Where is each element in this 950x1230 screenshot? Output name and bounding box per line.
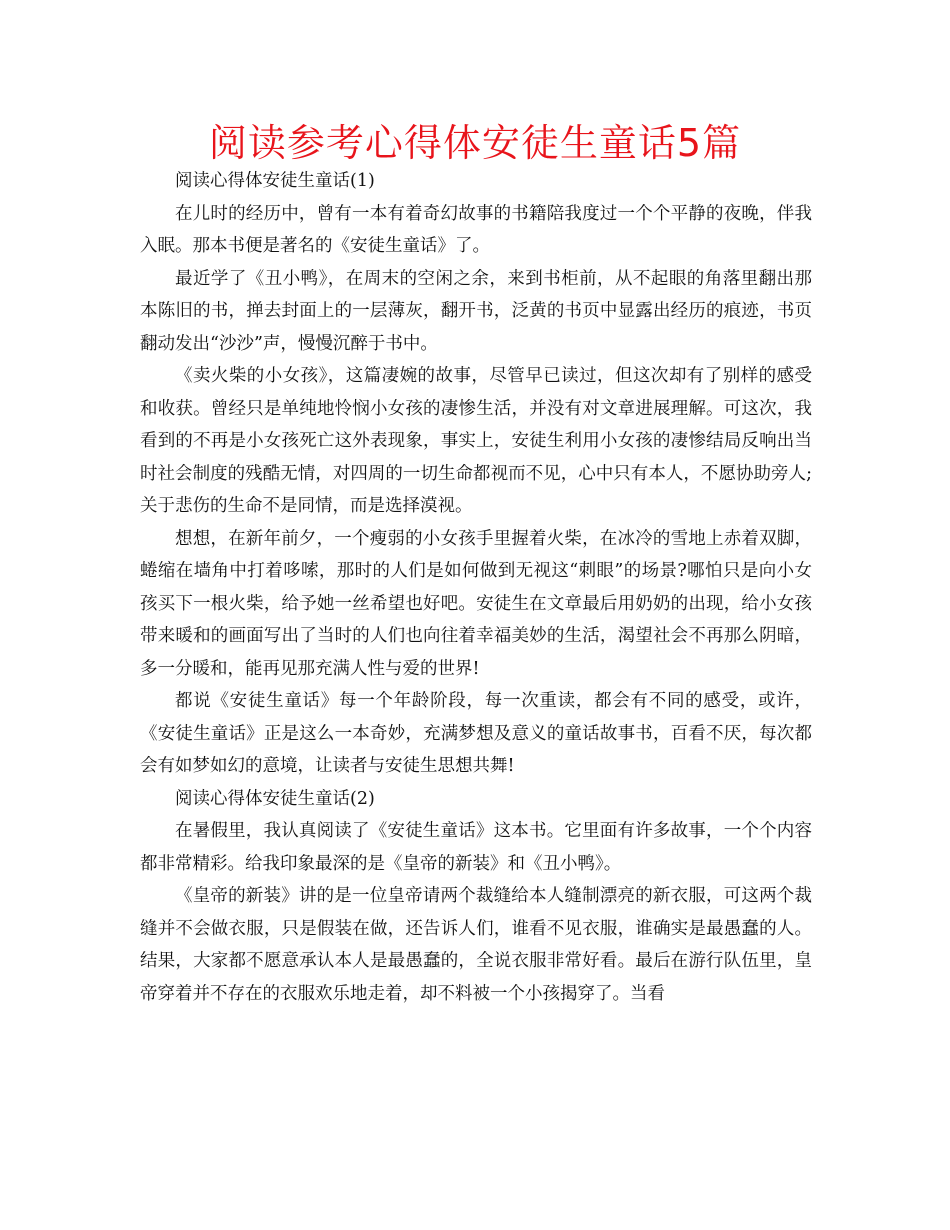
paragraph: 《卖火柴的小女孩》，这篇凄婉的故事，尽管早已读过，但这次却有了别样的感受和收获。曾经只是单纯地怜悯小女孩的凄惨生活，并没有对文章进展理解。可这次，我看到的不再是小女孩死亡这外表现象，事实上，安徒生利用小女孩的凄惨结局反响出当时社会制度的残酷无情，对四周的一切生命都视而不见，心中只有本人，不愿协助旁人;关于悲伤的生命不是同情，而是选择漠视。 [140,366,812,516]
paragraph: 《皇帝的新装》讲的是一位皇帝请两个裁缝给本人缝制漂亮的新衣服，可这两个裁缝并不会做衣服，只是假装在做，还告诉人们，谁看不见衣服，谁确实是最愚蠢的人。结果，大家都不愿意承认本人是最愚蠢的，全说衣服非常好看。最后在游行队伍里，皇帝穿着并不存在的衣服欢乐地走着，却不料被一个小孩揭穿了。当看 [140,886,812,1004]
paragraph: 最近学了《丑小鸭》，在周末的空闲之余，来到书柜前，从不起眼的角落里翻出那本陈旧的书，掸去封面上的一层薄灰，翻开书，泛黄的书页中显露出经历的痕迹，书页翻动发出“沙沙”声，慢慢沉醉于书中。 [140,268,812,354]
section-heading: 阅读心得体安徒生童话(1) [175,171,375,191]
paragraph: 都说《安徒生童话》每一个年龄阶段，每一次重读，都会有不同的感受，或许，《安徒生童话》正是这么一本奇妙，充满梦想及意义的童话故事书，百看不厌，每次都会有如梦如幻的意境，让读者与安徒生思想共舞! [140,691,812,776]
section-heading: 阅读心得体安徒生童话(2) [175,788,375,809]
document-title: 阅读参考心得体安徒生童话5篇 [208,121,742,165]
document-body [140,165,812,1010]
paragraph: 想想，在新年前夕，一个瘦弱的小女孩手里握着火柴，在冰冷的雪地上赤着双脚，蜷缩在墙角中打着哆嗦，那时的人们是如何做到无视这“刺眼”的场景?哪怕只是向小女孩买下一根火柴，给予她一丝希望也好吧。安徒生在文章最后用奶奶的出现，给小女孩带来暖和的画面写出了当时的人们也向往着幸福美妙的生活，渴望社会不再那么阴暗，多一分暖和，能再见那充满人性与爱的世界! [140,528,812,679]
paragraph: 在儿时的经历中，曾有一本有着奇幻故事的书籍陪我度过一个个平静的夜晚，伴我入眠。那本书便是著名的《安徒生童话》了。 [140,203,812,256]
paragraph: 在暑假里，我认真阅读了《安徒生童话》这本书。它里面有许多故事，一个个内容都非常精彩。给我印象最深的是《皇帝的新装》和《丑小鸭》。 [140,821,812,874]
